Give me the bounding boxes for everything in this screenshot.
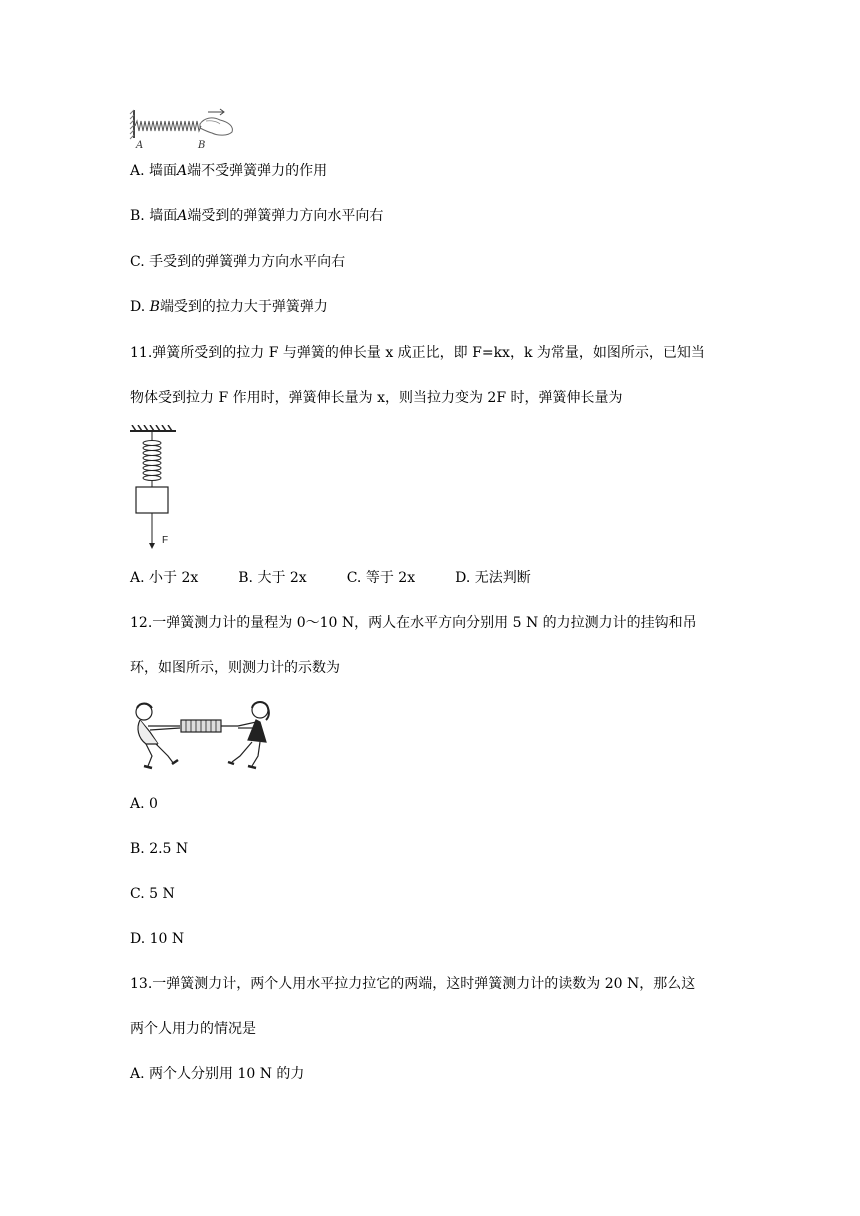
q12-option-a: A. 0: [130, 796, 158, 812]
label-b: B: [198, 140, 206, 150]
q10-option-a: A. 墙面A端不受弹簧弹力的作用: [130, 163, 328, 179]
wall-spring-hand-figure: [128, 106, 240, 150]
tug-of-war-figure: [128, 698, 278, 772]
q10-option-d: D. B端受到的拉力大于弹簧弹力: [130, 299, 328, 315]
q12-option-b: B. 2.5 N: [130, 841, 189, 857]
q11-stem-line-2: 物体受到拉力 F 作用时，弹簧伸长量为 x，则当拉力变为 2F 时，弹簧伸长量为: [130, 390, 623, 406]
q13-option-a: A. 两个人分别用 10 N 的力: [130, 1066, 305, 1082]
q11-option-a: A. 小于 2x: [130, 570, 199, 586]
q13-stem-line-2: 两个人用力的情况是: [130, 1021, 256, 1037]
q11-stem-line-1: 11.弹簧所受到的拉力 F 与弹簧的伸长量 x 成正比，即 F=kx，k 为常量，如图所示，已知当: [130, 345, 705, 361]
q12-stem-line-1: 12.一弹簧测力计的量程为 0～10 N，两人在水平方向分别用 5 N 的力拉测力计的挂钩和吊: [130, 615, 697, 631]
q10-option-c: C. 手受到的弹簧弹力方向水平向右: [130, 254, 346, 270]
q12-option-d: D. 10 N: [130, 931, 185, 947]
q11-option-c: C. 等于 2x: [346, 570, 416, 586]
q13-stem-line-1: 13.一弹簧测力计，两个人用水平拉力拉它的两端，这时弹簧测力计的读数为 20 N，那么这: [130, 976, 696, 992]
q10-option-b: B. 墙面A端受到的弹簧弹力方向水平向右: [130, 208, 384, 224]
force-label: F: [162, 535, 169, 546]
label-a: A: [136, 140, 144, 150]
q12-option-c: C. 5 N: [130, 886, 175, 902]
hanging-spring-figure: [128, 425, 184, 553]
q12-stem-line-2: 环，如图所示，则测力计的示数为: [130, 660, 340, 676]
q11-option-b: B. 大于 2x: [238, 570, 307, 586]
q11-options: [130, 568, 571, 588]
q11-option-d: D. 无法判断: [455, 570, 531, 586]
